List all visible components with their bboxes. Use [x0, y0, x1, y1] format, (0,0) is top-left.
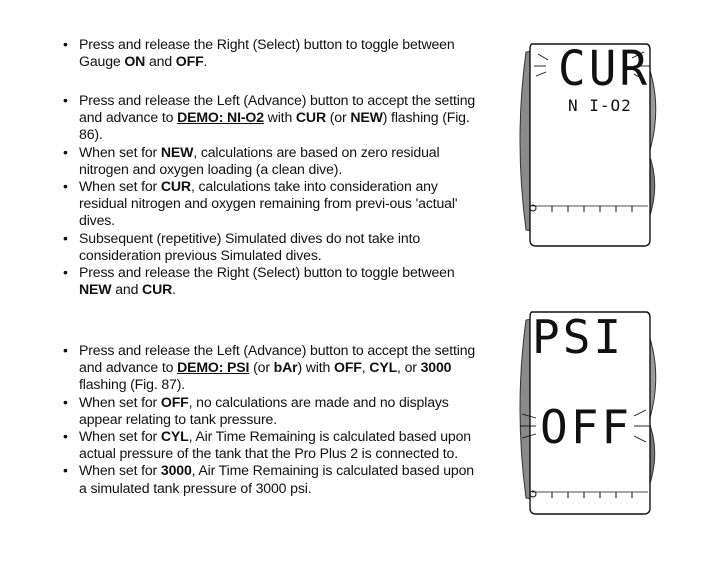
list-item: • Press and release the Right (Select) button to toggle between NEW and CUR. — [62, 264, 482, 298]
lcd-top-readout: PSI — [532, 310, 625, 364]
instruction-block-gauge — [62, 36, 482, 70]
lcd-bottom-readout: OFF — [540, 400, 633, 454]
list-item: • Subsequent (repetitive) Simulated dives do not take into consideration previous Simulated dives. — [62, 230, 482, 264]
instruction-block-psi — [62, 342, 482, 497]
instruction-block-ni-o2 — [62, 92, 482, 298]
list-item: • When set for 3000, Air Time Remaining is calculated based upon a simulated tank pressure of 3000 psi. — [62, 462, 482, 496]
dive-computer-display-cur — [518, 40, 658, 250]
list-item: • Press and release the Left (Advance) button to accept the setting and advance to DEMO: PSI (or bAr) with OFF, CYL, or 3000 flashing (Fig. 87). — [62, 342, 482, 394]
list-item: • When set for CUR, calculations take into consideration any residual nitrogen and oxygen remaining from previ-ous 'actual' dives. — [62, 178, 482, 230]
lcd-sub-readout: N I-O2 — [568, 96, 632, 115]
dive-computer-display-psi — [518, 308, 658, 518]
list-item: • When set for CYL, Air Time Remaining is calculated based upon actual pressure of the tank that the Pro Plus 2 is connected to. — [62, 428, 482, 462]
list-item: • When set for OFF, no calculations are made and no displays appear relating to tank pressure. — [62, 394, 482, 428]
list-item: • When set for NEW, calculations are based on zero residual nitrogen and oxygen loading (a clean dive). — [62, 144, 482, 178]
lcd-main-readout: CUR — [558, 39, 651, 97]
list-item: • Press and release the Left (Advance) button to accept the setting and advance to DEMO: NI-O2 with CUR (or NEW) flashing (Fig. 86). — [62, 92, 482, 144]
list-item: • Press and release the Right (Select) button to toggle between Gauge ON and OFF. — [62, 36, 482, 70]
